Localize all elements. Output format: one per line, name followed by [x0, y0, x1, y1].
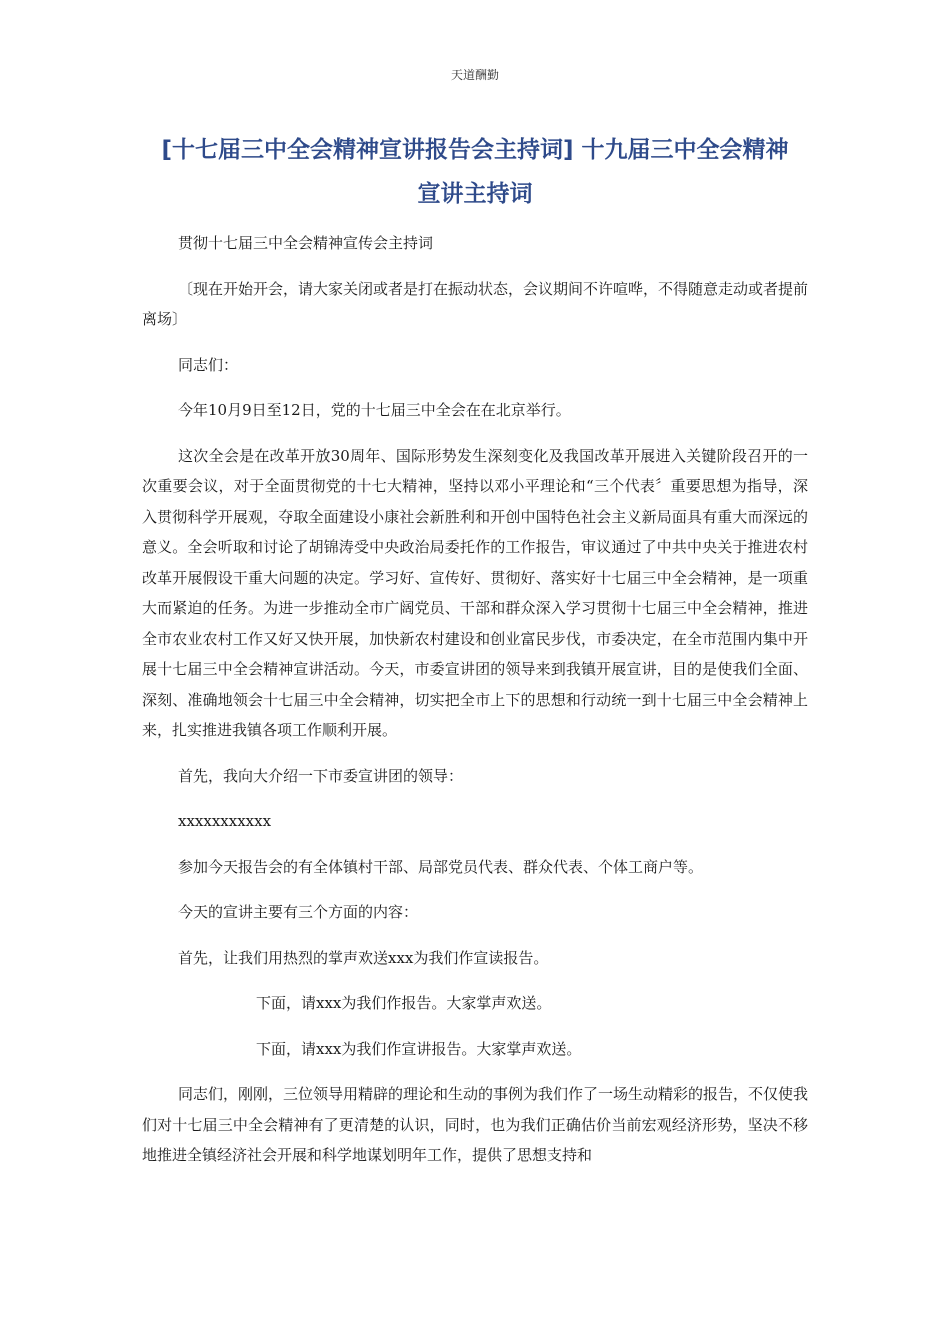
- paragraph-third-report: 下面，请xxx为我们作宣讲报告。大家掌声欢送。: [256, 1039, 582, 1058]
- title-line-1: [十七届三中全会精神宣讲报告会主持词] 十九届三中全会精神: [161, 137, 789, 163]
- paragraph-subtitle: 贯彻十七届三中全会精神宣传会主持词: [178, 234, 434, 252]
- document-title: [140, 128, 810, 216]
- paragraph-agenda: 今天的宣讲主要有三个方面的内容：: [178, 903, 419, 921]
- document-body: [142, 228, 808, 1186]
- paragraph-meeting-significance: 这次全会是在改革开放30周年、国际形势发生深刻变化及我国改革开展进入关键阶段召开的一次重要会议，对于全面贯彻党的十七大精神，坚持以邓小平理论和“三个代表〞重要思想为指导，深入贯彻科学开展观，夺取全面建设小康社会新胜利和开创中国特色社会主义新局面具有重大而深远的意义。全会听取和讨论了胡锦涛受中央政治局委托作的工作报告，审议通过了中共中央关于推进农村改革开展假设干重大问题的决定。学习好、宣传好、贯彻好、落实好十七届三中全会精神，是一项重大而紧迫的任务。为进一步推动全市广阔党员、干部和群众深入学习贯彻十七届三中全会精神，推进全市农业农村工作又好又快开展，加快新农村建设和创业富民步伐，市委决定，在全市范围内集中开展十七届三中全会精神宣讲活动。今天，市委宣讲团的领导来到我镇开展宣讲，目的是使我们全面、深刻、准确地领会十七届三中全会精神，切实把全市上下的思想和行动统一到十七届三中全会精神上来，扎实推进我镇各项工作顺利开展。: [142, 446, 808, 739]
- paragraph-meeting-date: 今年10月9日至12日，党的十七届三中全会在在北京举行。: [178, 401, 571, 419]
- paragraph-leader-names: xxxxxxxxxxx: [178, 812, 272, 830]
- paragraph-salutation: 同志们：: [178, 355, 239, 374]
- paragraph-first-report: 首先，让我们用热烈的掌声欢送xxx为我们作宣读报告。: [178, 948, 549, 967]
- paragraph-closing-remarks: 同志们，刚刚，三位领导用精辟的理论和生动的事例为我们作了一场生动精彩的报告，不仅使我们对十七届三中全会精神有了更清楚的认识，同时，也为我们正确估价当前宏观经济形势，坚决不移地推进全镇经济社会开展和科学地谋划明年工作，提供了思想支持和: [142, 1085, 809, 1164]
- paragraph-introduce-leaders: 首先，我向大介绍一下市委宣讲团的领导：: [178, 766, 464, 785]
- title-line-2: 宣讲主持词: [417, 181, 533, 207]
- paragraph-opening-notice: 〔现在开始开会，请大家关闭或者是打在振动状态，会议期间不许喧哗，不得随意走动或者提前离场〕: [142, 279, 809, 328]
- paragraph-second-report: 下面，请xxx为我们作报告。大家掌声欢送。: [256, 994, 552, 1012]
- paragraph-attendees: 参加今天报告会的有全体镇村干部、局部党员代表、群众代表、个体工商户等。: [178, 857, 704, 876]
- page-header: 天道酬勤: [450, 68, 499, 82]
